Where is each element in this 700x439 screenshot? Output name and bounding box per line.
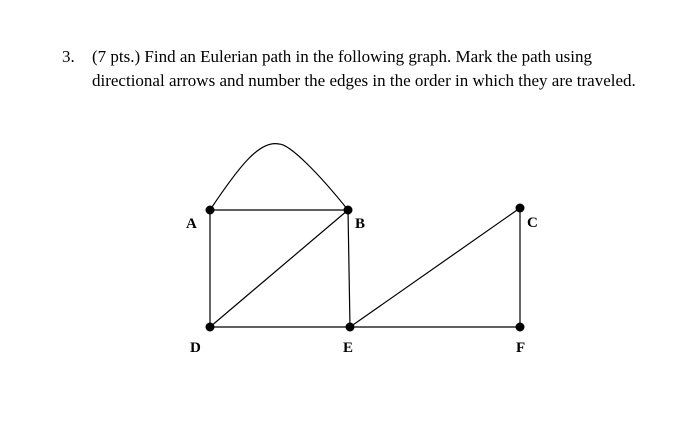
- node-label-c: C: [527, 215, 538, 231]
- node-label-f: F: [516, 340, 526, 356]
- node-f: [516, 323, 525, 332]
- node-label-b: B: [355, 216, 366, 232]
- question-number: 3.: [62, 47, 75, 66]
- node-d: [206, 323, 215, 332]
- node-label-e: E: [343, 340, 354, 356]
- graph-edges: [210, 144, 520, 327]
- node-label-a: A: [186, 216, 197, 232]
- node-label-d: D: [190, 340, 201, 356]
- graph-node-labels: [186, 215, 538, 356]
- question-line-2: directional arrows and number the edges in the order in which they are traveled.: [92, 71, 636, 90]
- question-prompt-line-1: (7 pts.) Find an Eulerian path in the following graph. Mark the path using: [92, 47, 592, 66]
- edge-b-e: [348, 210, 350, 327]
- node-a: [206, 206, 215, 215]
- node-b: [344, 206, 353, 215]
- edge-a-b-curved: [210, 144, 348, 210]
- node-c: [516, 204, 525, 213]
- edge-e-c: [350, 208, 520, 327]
- node-e: [346, 323, 355, 332]
- edge-b-d: [210, 210, 348, 327]
